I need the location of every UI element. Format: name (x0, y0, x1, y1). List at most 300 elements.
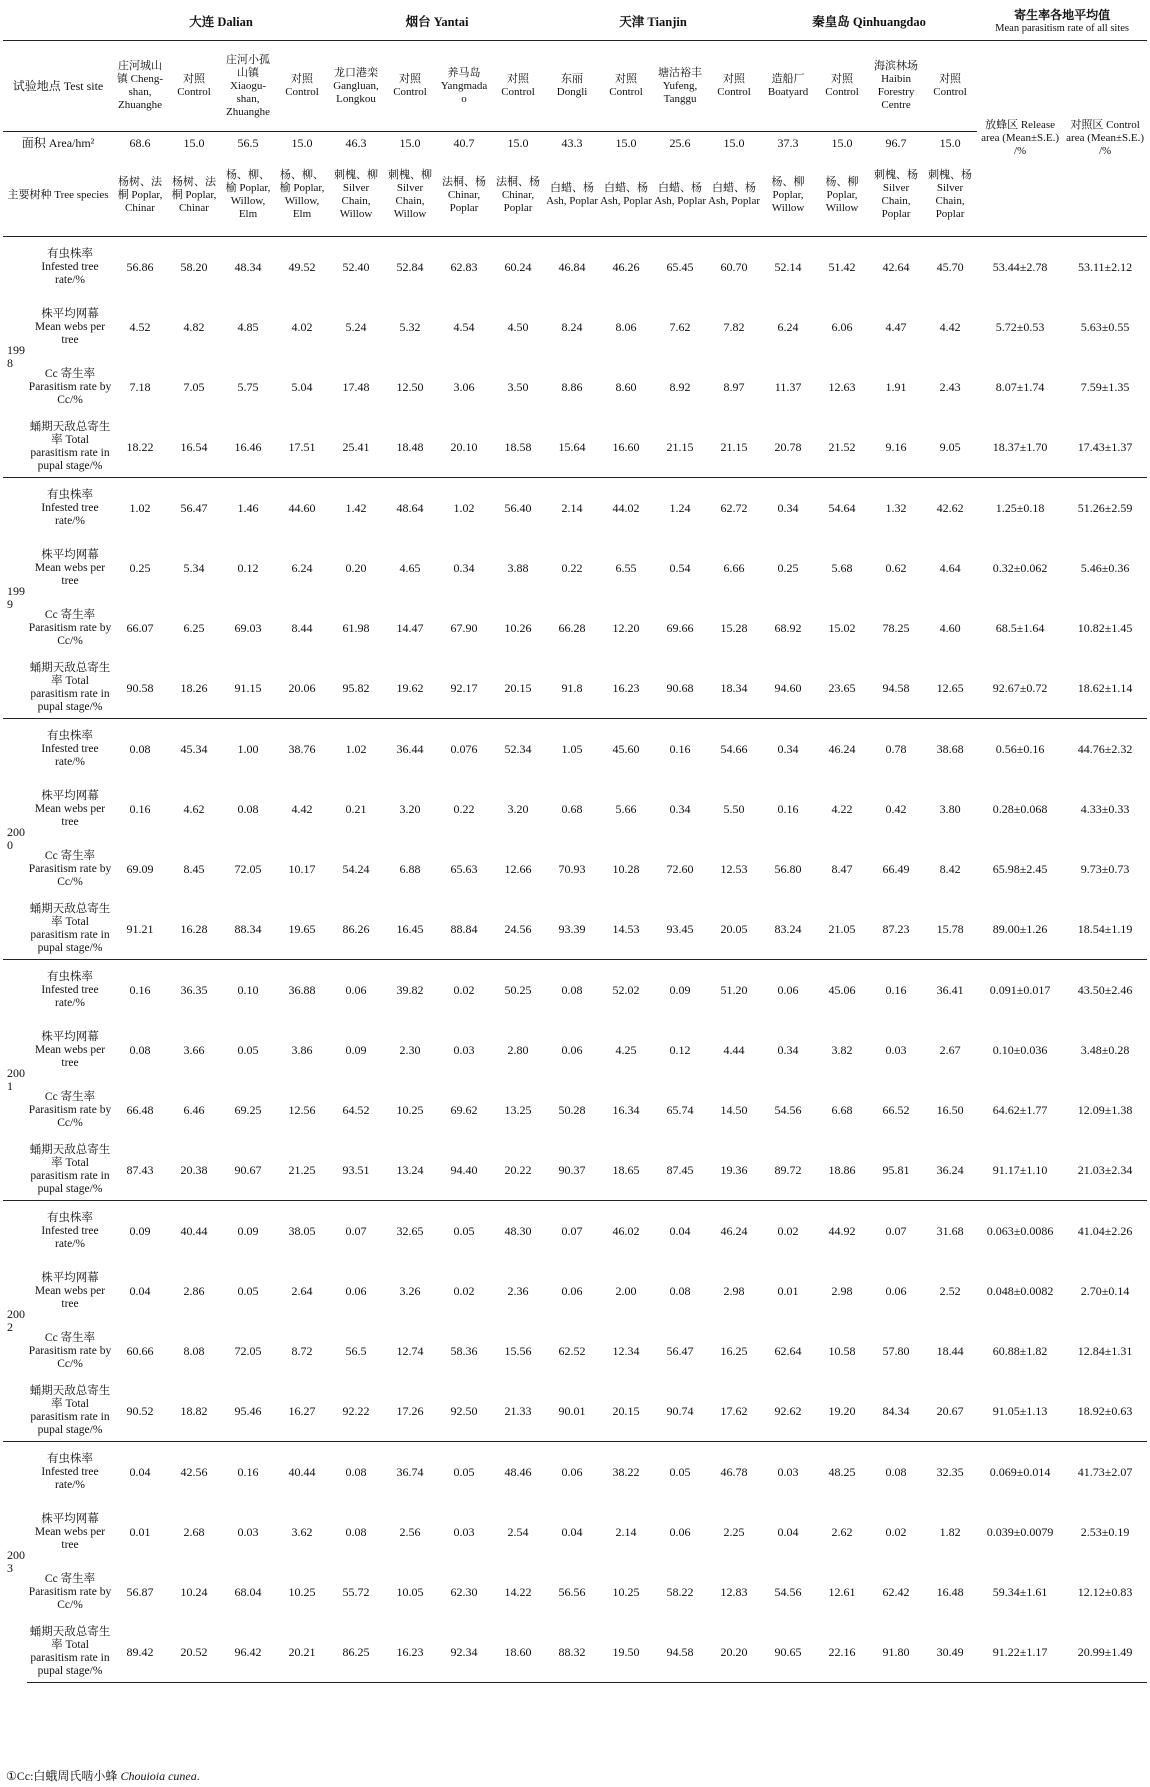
value-cell: 3.26 (399, 1283, 421, 1298)
value-cell: 62.64 (774, 1343, 802, 1358)
table-row (3, 779, 1147, 839)
value-cell: 2.14 (615, 1524, 637, 1539)
value-cell: 62.83 (437, 237, 491, 298)
value-cell: 36.44 (383, 719, 437, 780)
value-cell: 90.74 (666, 1403, 694, 1418)
value-cell: 14.22 (504, 1584, 532, 1599)
value-cell: 18.82 (180, 1403, 208, 1418)
release-mean-cell: 60.88±1.82 (992, 1343, 1048, 1358)
value-cell: 0.54 (669, 560, 691, 575)
control-mean-cell: 5.46±0.36 (1080, 560, 1130, 575)
value-cell: 0.06 (561, 1042, 583, 1057)
table-row (3, 1381, 1147, 1442)
value-cell: 70.93 (558, 861, 586, 876)
value-cell: 0.05 (237, 1042, 259, 1057)
area-cell: 15.0 (383, 132, 437, 155)
value-cell: 15.02 (828, 620, 856, 635)
value-cell: 22.16 (815, 1622, 869, 1683)
value-cell: 4.50 (507, 319, 529, 334)
table-row (3, 960, 1147, 1021)
area-cell: 43.3 (545, 132, 599, 155)
site-header: 对照 Control (933, 73, 967, 98)
value-cell: 16.28 (180, 921, 208, 936)
release-mean-cell: 0.32±0.062 (992, 560, 1048, 575)
site-header: 东丽 Dongli (556, 73, 588, 98)
value-cell: 1.02 (329, 719, 383, 780)
release-mean-cell: 92.67±0.72 (992, 680, 1048, 695)
value-cell: 12.50 (396, 379, 424, 394)
value-cell: 48.25 (815, 1442, 869, 1503)
control-mean-cell: 5.63±0.55 (1080, 319, 1130, 334)
metric-label: Cc 寄生率 Parasitism rate by Cc/% (28, 1572, 112, 1611)
value-cell: 8.97 (723, 379, 745, 394)
value-cell: 10.25 (288, 1584, 316, 1599)
value-cell: 92.62 (774, 1403, 802, 1418)
area-cell: 25.6 (653, 132, 707, 155)
value-cell: 0.22 (561, 560, 583, 575)
table-row (3, 1502, 1147, 1562)
value-cell: 87.45 (666, 1162, 694, 1177)
value-cell: 19.20 (828, 1403, 856, 1418)
value-cell: 36.41 (923, 960, 977, 1021)
metric-label: 株平均网幕 Mean webs per tree (34, 307, 106, 346)
value-cell: 8.72 (291, 1343, 313, 1358)
release-mean-cell: 0.10±0.036 (992, 1042, 1048, 1057)
value-cell: 72.05 (234, 861, 262, 876)
control-mean-cell: 2.53±0.19 (1080, 1524, 1130, 1539)
value-cell: 17.48 (342, 379, 370, 394)
value-cell: 40.44 (275, 1442, 329, 1503)
value-cell: 62.42 (882, 1584, 910, 1599)
value-cell: 10.17 (288, 861, 316, 876)
table-row (3, 417, 1147, 478)
value-cell: 0.68 (561, 801, 583, 816)
release-mean-cell: 18.37±1.70 (992, 439, 1048, 454)
value-cell: 84.34 (882, 1403, 910, 1418)
value-cell: 44.02 (599, 478, 653, 539)
value-cell: 89.72 (774, 1162, 802, 1177)
value-cell: 16.23 (612, 680, 640, 695)
value-cell: 56.5 (345, 1343, 367, 1358)
value-cell: 18.86 (828, 1162, 856, 1177)
area-cell: 15.0 (707, 132, 761, 155)
site-header: 对照 Control (285, 73, 319, 98)
site-header: 对照 Control (393, 73, 427, 98)
value-cell: 12.34 (612, 1343, 640, 1358)
value-cell: 12.83 (720, 1584, 748, 1599)
area-cell: 40.7 (437, 132, 491, 155)
value-cell: 2.68 (183, 1524, 205, 1539)
value-cell: 2.52 (939, 1283, 961, 1298)
value-cell: 65.45 (653, 237, 707, 298)
control-mean-cell: 12.12±0.83 (1077, 1584, 1133, 1599)
value-cell: 72.60 (666, 861, 694, 876)
tree-species-cell: 白蜡、杨 Ash, Poplar (600, 182, 653, 207)
value-cell: 48.34 (221, 237, 275, 298)
site-header: 养马岛 Yangmadao (440, 66, 488, 105)
value-cell: 0.06 (669, 1524, 691, 1539)
value-cell: 61.98 (342, 620, 370, 635)
value-cell: 18.26 (180, 680, 208, 695)
value-cell: 38.76 (275, 719, 329, 780)
value-cell: 54.64 (815, 478, 869, 539)
value-cell: 0.09 (113, 1201, 167, 1262)
value-cell: 31.68 (923, 1201, 977, 1262)
table-row (3, 237, 1147, 298)
value-cell: 83.24 (774, 921, 802, 936)
control-mean-cell: 21.03±2.34 (1077, 1162, 1133, 1177)
value-cell: 21.05 (828, 921, 856, 936)
value-cell: 62.30 (450, 1584, 478, 1599)
value-cell: 5.66 (615, 801, 637, 816)
value-cell: 45.06 (815, 960, 869, 1021)
site-header: 对照 Control (177, 73, 211, 98)
value-cell: 88.34 (234, 921, 262, 936)
value-cell: 0.07 (329, 1201, 383, 1262)
year-label: 1998 (3, 237, 27, 478)
value-cell: 32.65 (383, 1201, 437, 1262)
value-cell: 13.24 (396, 1162, 424, 1177)
tree-species-cell: 杨、柳 Poplar, Willow (771, 175, 805, 214)
value-cell: 4.42 (939, 319, 961, 334)
value-cell: 10.25 (396, 1102, 424, 1117)
site-header: 对照 Control (609, 73, 643, 98)
value-cell: 0.09 (345, 1042, 367, 1057)
value-cell: 0.04 (113, 1442, 167, 1503)
value-cell: 49.52 (275, 237, 329, 298)
value-cell: 19.65 (288, 921, 316, 936)
value-cell: 58.22 (666, 1584, 694, 1599)
site-header: 龙口港栾 Gangluan, Longkou (333, 66, 379, 105)
value-cell: 46.02 (599, 1201, 653, 1262)
value-cell: 92.50 (450, 1403, 478, 1418)
metric-label: 株平均网幕 Mean webs per tree (34, 789, 106, 828)
value-cell: 0.05 (237, 1283, 259, 1298)
value-cell: 21.25 (288, 1162, 316, 1177)
table-row (3, 1321, 1147, 1381)
value-cell: 0.10 (221, 960, 275, 1021)
value-cell: 94.40 (450, 1162, 478, 1177)
value-cell: 0.02 (761, 1201, 815, 1262)
metric-label: 株平均网幕 Mean webs per tree (34, 1512, 106, 1551)
value-cell: 62.52 (558, 1343, 586, 1358)
value-cell: 95.82 (342, 680, 370, 695)
value-cell: 93.51 (342, 1162, 370, 1177)
value-cell: 5.68 (831, 560, 853, 575)
value-cell: 94.60 (774, 680, 802, 695)
value-cell: 16.25 (720, 1343, 748, 1358)
tree-species-cell: 刺槐、杨 Silver Chain, Poplar (874, 169, 919, 220)
value-cell: 6.66 (723, 560, 745, 575)
site-header: 对照 Control (501, 73, 535, 98)
metric-label: 有虫株率 Infested tree rate/% (27, 478, 113, 539)
value-cell: 8.92 (669, 379, 691, 394)
value-cell: 1.05 (545, 719, 599, 780)
value-cell: 64.52 (342, 1102, 370, 1117)
value-cell: 20.20 (707, 1622, 761, 1683)
value-cell: 21.15 (666, 439, 694, 454)
area-cell: 46.3 (329, 132, 383, 155)
value-cell: 58.36 (450, 1343, 478, 1358)
control-mean-cell: 4.33±0.33 (1080, 801, 1130, 816)
value-cell: 2.25 (723, 1524, 745, 1539)
value-cell: 42.64 (869, 237, 923, 298)
value-cell: 20.78 (774, 439, 802, 454)
value-cell: 15.56 (504, 1343, 532, 1358)
region-yantai: 烟台 Yantai (329, 4, 545, 41)
table-row (3, 297, 1147, 357)
year-label: 2002 (3, 1201, 27, 1442)
value-cell: 51.42 (815, 237, 869, 298)
value-cell: 16.60 (612, 439, 640, 454)
release-mean-cell: 89.00±1.26 (992, 921, 1048, 936)
value-cell: 2.14 (545, 478, 599, 539)
value-cell: 90.65 (761, 1622, 815, 1683)
value-cell: 4.25 (615, 1042, 637, 1057)
value-cell: 1.91 (885, 379, 907, 394)
value-cell: 95.46 (234, 1403, 262, 1418)
control-mean-cell: 44.76±2.32 (1063, 719, 1147, 780)
value-cell: 95.81 (882, 1162, 910, 1177)
value-cell: 16.48 (936, 1584, 964, 1599)
footnote (6, 1767, 200, 1784)
value-cell: 0.02 (885, 1524, 907, 1539)
value-cell: 48.30 (491, 1201, 545, 1262)
tree-species-cell: 刺槐、柳 Silver Chain, Willow (334, 169, 378, 220)
value-cell: 0.06 (885, 1283, 907, 1298)
value-cell: 4.62 (183, 801, 205, 816)
mean-header-en: Mean parasitism rate of all sites (995, 23, 1129, 34)
value-cell: 0.12 (237, 560, 259, 575)
value-cell: 90.68 (666, 680, 694, 695)
area-cell: 15.0 (275, 132, 329, 155)
site-header: 对照 Control (825, 73, 859, 98)
value-cell: 88.32 (545, 1622, 599, 1683)
value-cell: 18.22 (126, 439, 154, 454)
footnote-species: Chouioia cunea (120, 1769, 197, 1783)
value-cell: 20.52 (167, 1622, 221, 1683)
metric-label: 有虫株率 Infested tree rate/% (27, 960, 113, 1021)
value-cell: 93.39 (558, 921, 586, 936)
control-mean-cell: 18.92±0.63 (1077, 1403, 1133, 1418)
value-cell: 20.10 (450, 439, 478, 454)
value-cell: 2.54 (507, 1524, 529, 1539)
tree-species-cell: 杨树、法桐 Poplar, Chinar (171, 175, 217, 214)
site-header: 海滨林场 Haibin Forestry Centre (874, 60, 919, 111)
control-mean-cell: 7.59±1.35 (1080, 379, 1130, 394)
site-header: 造船厂 Boatyard (767, 73, 809, 98)
value-cell: 8.47 (831, 861, 853, 876)
value-cell: 36.35 (167, 960, 221, 1021)
control-mean-cell: 51.26±2.59 (1063, 478, 1147, 539)
release-mean-cell: 91.17±1.10 (992, 1162, 1048, 1177)
value-cell: 92.17 (450, 680, 478, 695)
region-dalian: 大连 Dalian (113, 4, 329, 41)
metric-label: Cc 寄生率 Parasitism rate by Cc/% (28, 367, 112, 406)
value-cell: 0.05 (653, 1442, 707, 1503)
value-cell: 0.03 (453, 1524, 475, 1539)
metric-label: 株平均网幕 Mean webs per tree (34, 548, 106, 587)
value-cell: 12.53 (720, 861, 748, 876)
value-cell: 54.66 (707, 719, 761, 780)
test-site-label: 试验地点 Test site (12, 78, 104, 93)
table-row (3, 1080, 1147, 1140)
value-cell: 0.25 (129, 560, 151, 575)
value-cell: 0.076 (437, 719, 491, 780)
value-cell: 18.44 (936, 1343, 964, 1358)
value-cell: 0.62 (885, 560, 907, 575)
value-cell: 57.80 (882, 1343, 910, 1358)
value-cell: 0.04 (653, 1201, 707, 1262)
release-mean-cell: 91.22±1.17 (977, 1622, 1063, 1683)
value-cell: 42.56 (167, 1442, 221, 1503)
release-mean-cell: 1.25±0.18 (977, 478, 1063, 539)
value-cell: 0.07 (545, 1201, 599, 1262)
value-cell: 11.37 (774, 379, 802, 394)
value-cell: 56.47 (167, 478, 221, 539)
value-cell: 6.06 (831, 319, 853, 334)
site-header: 对照 Control (717, 73, 751, 98)
value-cell: 78.25 (882, 620, 910, 635)
release-mean-cell: 0.063±0.0086 (977, 1201, 1063, 1262)
value-cell: 89.42 (113, 1622, 167, 1683)
metric-label: 蛹期天敌总寄生率 Total parasitism rate in pupal stage/% (29, 1144, 111, 1195)
value-cell: 0.34 (761, 719, 815, 780)
area-cell: 15.0 (167, 132, 221, 155)
value-cell: 18.65 (612, 1162, 640, 1177)
table-row (3, 719, 1147, 780)
value-cell: 0.34 (453, 560, 475, 575)
value-cell: 4.82 (183, 319, 205, 334)
value-cell: 16.46 (234, 439, 262, 454)
value-cell: 12.66 (504, 861, 532, 876)
value-cell: 4.47 (885, 319, 907, 334)
site-header: 庄河城山镇 Cheng-shan, Zhuanghe (116, 60, 164, 111)
value-cell: 0.02 (437, 960, 491, 1021)
value-cell: 16.27 (288, 1403, 316, 1418)
value-cell: 2.36 (507, 1283, 529, 1298)
value-cell: 6.88 (399, 861, 421, 876)
region-qinhuangdao: 秦皇岛 Qinhuangdao (761, 4, 977, 41)
value-cell: 12.65 (936, 680, 964, 695)
value-cell: 5.50 (723, 801, 745, 816)
value-cell: 36.24 (936, 1162, 964, 1177)
value-cell: 69.03 (234, 620, 262, 635)
value-cell: 12.20 (612, 620, 640, 635)
value-cell: 0.06 (761, 960, 815, 1021)
metric-label: 株平均网幕 Mean webs per tree (34, 1030, 106, 1069)
value-cell: 86.25 (329, 1622, 383, 1683)
value-cell: 68.04 (234, 1584, 262, 1599)
value-cell: 56.56 (558, 1584, 586, 1599)
table-row (3, 538, 1147, 598)
table-row (3, 899, 1147, 960)
value-cell: 1.02 (113, 478, 167, 539)
release-mean-cell: 0.039±0.0079 (986, 1524, 1054, 1539)
value-cell: 0.06 (561, 1283, 583, 1298)
value-cell: 9.05 (939, 439, 961, 454)
value-cell: 58.20 (167, 237, 221, 298)
table-row (3, 1622, 1147, 1683)
value-cell: 19.62 (396, 680, 424, 695)
release-mean-cell: 5.72±0.53 (995, 319, 1045, 334)
value-cell: 17.51 (288, 439, 316, 454)
value-cell: 0.05 (437, 1442, 491, 1503)
value-cell: 65.74 (666, 1102, 694, 1117)
value-cell: 4.60 (939, 620, 961, 635)
value-cell: 1.46 (221, 478, 275, 539)
value-cell: 2.86 (183, 1283, 205, 1298)
tree-species-cell: 刺槐、柳 Silver Chain, Willow (388, 169, 432, 220)
metric-label: 蛹期天敌总寄生率 Total parasitism rate in pupal stage/% (29, 662, 111, 713)
value-cell: 51.20 (707, 960, 761, 1021)
value-cell: 0.03 (761, 1442, 815, 1503)
value-cell: 3.88 (507, 560, 529, 575)
value-cell: 67.90 (450, 620, 478, 635)
value-cell: 19.36 (720, 1162, 748, 1177)
control-mean-cell: 12.09±1.38 (1077, 1102, 1133, 1117)
value-cell: 91.15 (234, 680, 262, 695)
value-cell: 16.50 (936, 1102, 964, 1117)
parasitism-table (3, 4, 1147, 1683)
value-cell: 0.06 (345, 1283, 367, 1298)
value-cell: 38.22 (599, 1442, 653, 1503)
value-cell: 2.64 (291, 1283, 313, 1298)
value-cell: 3.62 (291, 1524, 313, 1539)
value-cell: 4.54 (453, 319, 475, 334)
value-cell: 90.01 (558, 1403, 586, 1418)
value-cell: 20.05 (720, 921, 748, 936)
area-cell: 96.7 (869, 132, 923, 155)
value-cell: 0.03 (453, 1042, 475, 1057)
value-cell: 0.08 (129, 1042, 151, 1057)
tree-species-cell: 杨、柳、榆 Poplar, Willow, Elm (279, 169, 325, 220)
value-cell: 23.65 (828, 680, 856, 695)
table-row (3, 658, 1147, 719)
area-cell: 15.0 (491, 132, 545, 155)
value-cell: 21.15 (720, 439, 748, 454)
value-cell: 48.64 (383, 478, 437, 539)
value-cell: 36.74 (383, 1442, 437, 1503)
value-cell: 52.14 (761, 237, 815, 298)
value-cell: 69.62 (450, 1102, 478, 1117)
control-mean-cell: 53.11±2.12 (1063, 237, 1147, 298)
value-cell: 72.05 (234, 1343, 262, 1358)
region-tianjin: 天津 Tianjin (545, 4, 761, 41)
value-cell: 17.62 (720, 1403, 748, 1418)
value-cell: 66.07 (126, 620, 154, 635)
release-mean-cell: 64.62±1.77 (992, 1102, 1048, 1117)
value-cell: 6.55 (615, 560, 637, 575)
value-cell: 94.58 (653, 1622, 707, 1683)
value-cell: 0.16 (221, 1442, 275, 1503)
value-cell: 10.28 (612, 861, 640, 876)
value-cell: 0.12 (669, 1042, 691, 1057)
value-cell: 46.26 (599, 237, 653, 298)
value-cell: 2.30 (399, 1042, 421, 1057)
value-cell: 2.80 (507, 1042, 529, 1057)
value-cell: 12.74 (396, 1343, 424, 1358)
metric-label: Cc 寄生率 Parasitism rate by Cc/% (28, 1090, 112, 1129)
value-cell: 3.66 (183, 1042, 205, 1057)
metric-label: 蛹期天敌总寄生率 Total parasitism rate in pupal stage/% (29, 1385, 111, 1436)
metric-label: 蛹期天敌总寄生率 Total parasitism rate in pupal stage/% (29, 421, 111, 472)
area-cell: 15.0 (923, 132, 977, 155)
mean-header-zh: 寄生率各地平均值 (1014, 8, 1111, 22)
value-cell: 4.85 (237, 319, 259, 334)
value-cell: 88.84 (450, 921, 478, 936)
value-cell: 90.52 (126, 1403, 154, 1418)
